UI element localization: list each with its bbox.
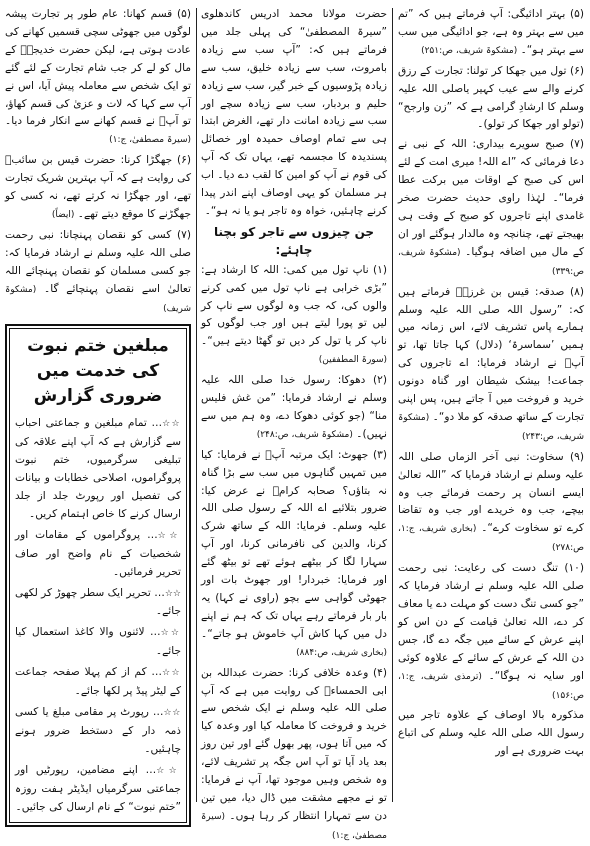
paragraph: (۶) تول میں جھکا کر تولنا: تجارت کے رزق کرنے والے سے عیب کہیر یاصلی اللہ علیہ وسلم کا ارشادِ گرامی ہے کہ ”زن وارجح“ (تولو اور جھکا کر تولو)۔ <box>398 64 584 131</box>
star-icon: ☆☆ <box>160 628 182 639</box>
paragraph: (۵) قسم کھانا: عام طور پر تجارت پیشہ لوگوں میں جھوٹی سچی قسمیں کھانے کی عادت ہوتی ہے، لیکن حضرت خدیجہؓ کے مال کو لے کر جب شام تجارت کے لئے گئے تو ایک شخص سے معاملہ پیش آیا، اس نے آپ سے کہا کہ لات و عزیٰ کی قسم کھاؤ، تو آپؐ نے قسم کھانے سے انکار فرما دیا۔ (سیرۃ مصطفیٰ، ج:۱) <box>5 8 191 146</box>
notice-item: ☆☆… رپورٹ پر مقامی مبلغ یا کسی ذمہ دار کے دستخط ضرور ہونے چاہئیں۔ <box>15 706 182 755</box>
star-icon: ☆☆ <box>163 708 182 718</box>
notice-item: ☆☆… لائنوں والا کاغذ استعمال کیا جائے۔ <box>15 626 182 658</box>
notice-item: ☆☆… کم از کم پہلا صفحہ جماعت کے لیٹر پیڈ پر لکھا جائے۔ <box>15 666 181 698</box>
right-column <box>398 6 584 804</box>
reference: (مشکوۃ شریف، ص:۲۵۱) <box>421 45 518 56</box>
paragraph: (۷) کسی کو نقصان پہنچانا: نبی رحمت صلی اللہ علیہ وسلم نے ارشاد فرمایا کہ: جو کسی مسلمان کو نقصان پہنچائے اللہ تعالیٰ اسے نقصان پہنچائے گا۔ (مشکوۃ شریف) <box>5 228 191 314</box>
paragraph: (۶) جھگڑا کرنا: حضرت قیس بن سائبؓ کی روایت ہے کہ آپ بہترین شریک تجارت تھے، اور جھگڑا نہ کرتے تھے، نہ کسی کو جھگڑنے کا موقع دیتے تھے۔ (ایضاً) <box>5 154 191 220</box>
notice-item: ☆☆… تحریر ایک سطر چھوڑ کر لکھی جائے۔ <box>15 586 181 618</box>
paragraph: حضرت مولانا محمد ادریس کاندھلوی ”سیرۃ المصطفیٰ“ کی پہلی جلد میں فرماتے ہیں کہ: ”آپ سب سے زیادہ بامروت، سب سے زیادہ خلیق، سب سے زیادہ پڑوسیوں کے خبر گیر، سب سے زیادہ حلیم و بردبار، سب سے زیادہ سچے اور سب سے زیادہ امانت دار تھے، الغرض ابتدا ہی سے تمام اوصاف حمیدہ اور خصائل پسندیدہ کا مجسمہ تھے، یہاں تک کہ آپ کی قوم نے آپ کو امین کا لقب دے دیا۔ اب ہر مسلمان کو یہی اوصاف اپنے اندر پیدا کرنے چاہئیں، خواہ وہ تاجر ہو یا نہ ہو“۔ <box>201 8 387 217</box>
column-divider <box>392 8 393 802</box>
star-icon: ☆☆ <box>157 530 181 541</box>
star-icon: ☆☆ <box>156 765 181 776</box>
reference: (ترمذی شریف، ج:۱، ص:۱۵۶) <box>398 671 584 701</box>
middle-column <box>201 6 387 841</box>
reference: (بخاری شریف، ج:۱، ص:۲۷۸) <box>398 524 584 554</box>
paragraph: (۹) سخاوت: نبی آخر الزماں صلی اللہ علیہ وسلم نے ارشاد فرمایا کہ ”اللہ تعالیٰ ایسے انسان پر رحمت فرمائے جب وہ بیچے، جب وہ خریدے اور جب وہ تقاضا کرے تو سخاوت کرے“۔ (بخاری شریف، ج:۱، ص:۲۷۸) <box>398 450 584 554</box>
paragraph: (۴) وعدہ خلافی کرنا: حضرت عبداللہ بن ابی الحمساءؓ کی روایت میں ہے کہ آپ صلی اللہ علیہ وسلم نے ایک شخص سے خرید و فروخت کا معاملہ کیا اور وعدہ کیا کہ میں آتا ہوں، پھر بھول گئے اور تین روز بعد یاد آیا تو آپ اس جگہ پر تشریف لائے، وہ شخص وہیں موجود تھا، آپ نے فرمایا: تو نے مجھے مشقت میں ڈال دیا، میں تین دن سے تمہارا انتظار کر رہا ہوں۔ (سیرۃ مصطفیٰ، ج:۱) <box>201 666 387 841</box>
paragraph: (۷) صبح سویرے بیداری: اللہ کے نبی نے دعا فرمائی کہ ”اے اللہ! میری امت کے لئے اس کی صبح کے اوقات میں برکت عطا فرما“۔ لہٰذا راوی حدیث حضرت صخر غامدی اپنے تاجروں کو صبح کے وقت ہی بھیجتے تھے، چنانچہ وہ مالدار ہوگئے اور ان کے مال میں اضافہ ہوگیا۔ (مشکوۃ شریف، ص:۳۳۹) <box>398 138 584 277</box>
left-column <box>5 6 191 813</box>
reference: (بخاری شریف، ص:۸۸۴) <box>296 647 387 658</box>
reference: (مشکوۃ شریف، ص:۲۴۳) <box>398 412 584 442</box>
notice-item: ☆☆… اپنے مضامین، رپورٹیں اور جماعتی سرگرمیاں ایڈیٹر ہفت روزہ ”ختم نبوت“ کے نام ارسال کی جائیں۔ <box>15 763 181 813</box>
notice-title: مبلغین ختم نبوت کی خدمت میں ضروری گزارش <box>27 336 169 407</box>
section-heading: جن چیزوں سے تاجر کو بچنا چاہئے: <box>213 224 375 257</box>
paragraph: (۵) بہتر ادائیگی: آپ فرماتے ہیں کہ ”تم میں سے بہتر وہ ہے، جو ادائیگی میں سب سے بہتر ہو“۔ (مشکوۃ شریف، ص:۲۵۱) <box>398 8 584 56</box>
star-icon: ☆☆ <box>162 668 181 679</box>
paragraph: (۳) جھوٹ: ایک مرتبہ آپؐ نے فرمایا: کیا میں تمہیں گناہوں میں سب سے بڑا گناہ نہ بتاؤں؟ صحابہ کرامؓ نے عرض کیا: ضرور بتلائیے اے اللہ کے رسول صلی اللہ علیہ وسلم۔ فرمایا: اللہ کے ساتھ شرک کرنا، والدین کی نافرمانی کرنا، اور آپ سہارا لگا کر بیٹھے ہوئے تھے تو بیٹھ گئے اور فرمایا: خبردار! اور جھوٹ بات اور جھوٹی گواہی سے بچو (راوی نے کہا) یہ بار بار فرماتے رہے یہاں تک کہ ہم نے اپنے دل میں کہا کاش آپ خاموش ہو جاتے“۔ (بخاری شریف، ص:۸۸۴) <box>201 448 387 658</box>
paragraph: (۲) دھوکا: رسول خدا صلی اللہ علیہ وسلم نے ارشاد فرمایا: ”من غش فلیس منا“ (جو کوئی دھوکا دے، وہ ہم میں سے نہیں)۔ (مشکوۃ شریف، ص:۲۴۸) <box>201 374 387 440</box>
paragraph: (۸) صدقہ: قیس بن غرزہؓ فرماتے ہیں کہ: ”رسول اللہ صلی اللہ علیہ وسلم ہمارے پاس تشریف لائے، اس زمانہ میں ہمیں ’سماسرۃ‘ (دلال) کہا جاتا تھا، تو آپؐ نے ارشاد فرمایا: اے تاجروں کی جماعت! بیشک شیطان اور گناہ دونوں خرید و فروخت میں آ جاتے ہیں، پس اپنی تجارت کے ساتھ صدقہ کو ملا دو“۔ (مشکوۃ شریف، ص:۲۴۳) <box>398 285 584 442</box>
notice-box-inner <box>9 328 187 823</box>
reference: (مشکوۃ شریف، ص:۲۴۸) <box>256 429 353 440</box>
column-divider <box>196 8 197 802</box>
star-icon: ☆☆ <box>162 419 181 430</box>
notice-box <box>5 324 191 827</box>
reference: (ایضاً) <box>51 209 75 220</box>
reference: (مشکوۃ شریف، ص:۳۳۹) <box>398 247 584 277</box>
reference: (سیرۃ مصطفیٰ، ج:۱) <box>109 135 191 146</box>
paragraph: (۱۰) تنگ دست کی رعایت: نبی رحمت صلی اللہ علیہ وسلم نے ارشاد فرمایا کہ ”جو کسی تنگ دست کو مہلت دے یا معاف کر دے، اللہ تعالیٰ قیامت کے دن اس کو اپنے عرش کے سائے میں جگہ دے گا، جس دن اللہ کے عرش کے سائے کے علاوہ کوئی اور سایہ نہ ہوگا“۔ (ترمذی شریف، ج:۱، ص:۱۵۶) <box>398 562 584 701</box>
reference: (مشکوۃ شریف) <box>5 284 191 314</box>
reference: (سیرۃ مصطفیٰ، ج:۱) <box>201 811 387 841</box>
reference: (سورۃ المطففین) <box>318 355 387 366</box>
paragraph: مذکورہ بالا اوصاف کے علاوہ تاجر میں رسول اللہ صلی اللہ علیہ وسلم کی اتباع بہت ضروری ہے اور <box>398 709 584 758</box>
paragraph: (۱) ناپ تول میں کمی: اللہ کا ارشاد ہے: ”بڑی خرابی ہے ناپ تول میں کمی کرنے والوں کی، کہ جب وہ لوگوں سے ناپ کر لیں تو پورا لیتے ہیں اور جب لوگوں کو ناپ کر یا تول کر دیں تو گھٹا دیتے ہیں“۔ (سورۃ المطففین) <box>201 263 387 366</box>
notice-item: ☆☆… پروگراموں کے مقامات اور شخصیات کے نام واضح اور صاف تحریر فرمائیں۔ <box>15 528 181 578</box>
notice-item: ☆☆… تمام مبلغین و جماعتی احباب سے گزارش ہے کہ آپ اپنے علاقہ کی تبلیغی سرگرمیوں، ختم نبوت پروگراموں، اصلاحی خطابات و بیانات کی تفصیل اور رپورٹ جلد از جلد ارسال کرنے کا خاص اہتمام کریں۔ <box>15 417 181 520</box>
star-icon: ☆☆ <box>164 588 181 599</box>
